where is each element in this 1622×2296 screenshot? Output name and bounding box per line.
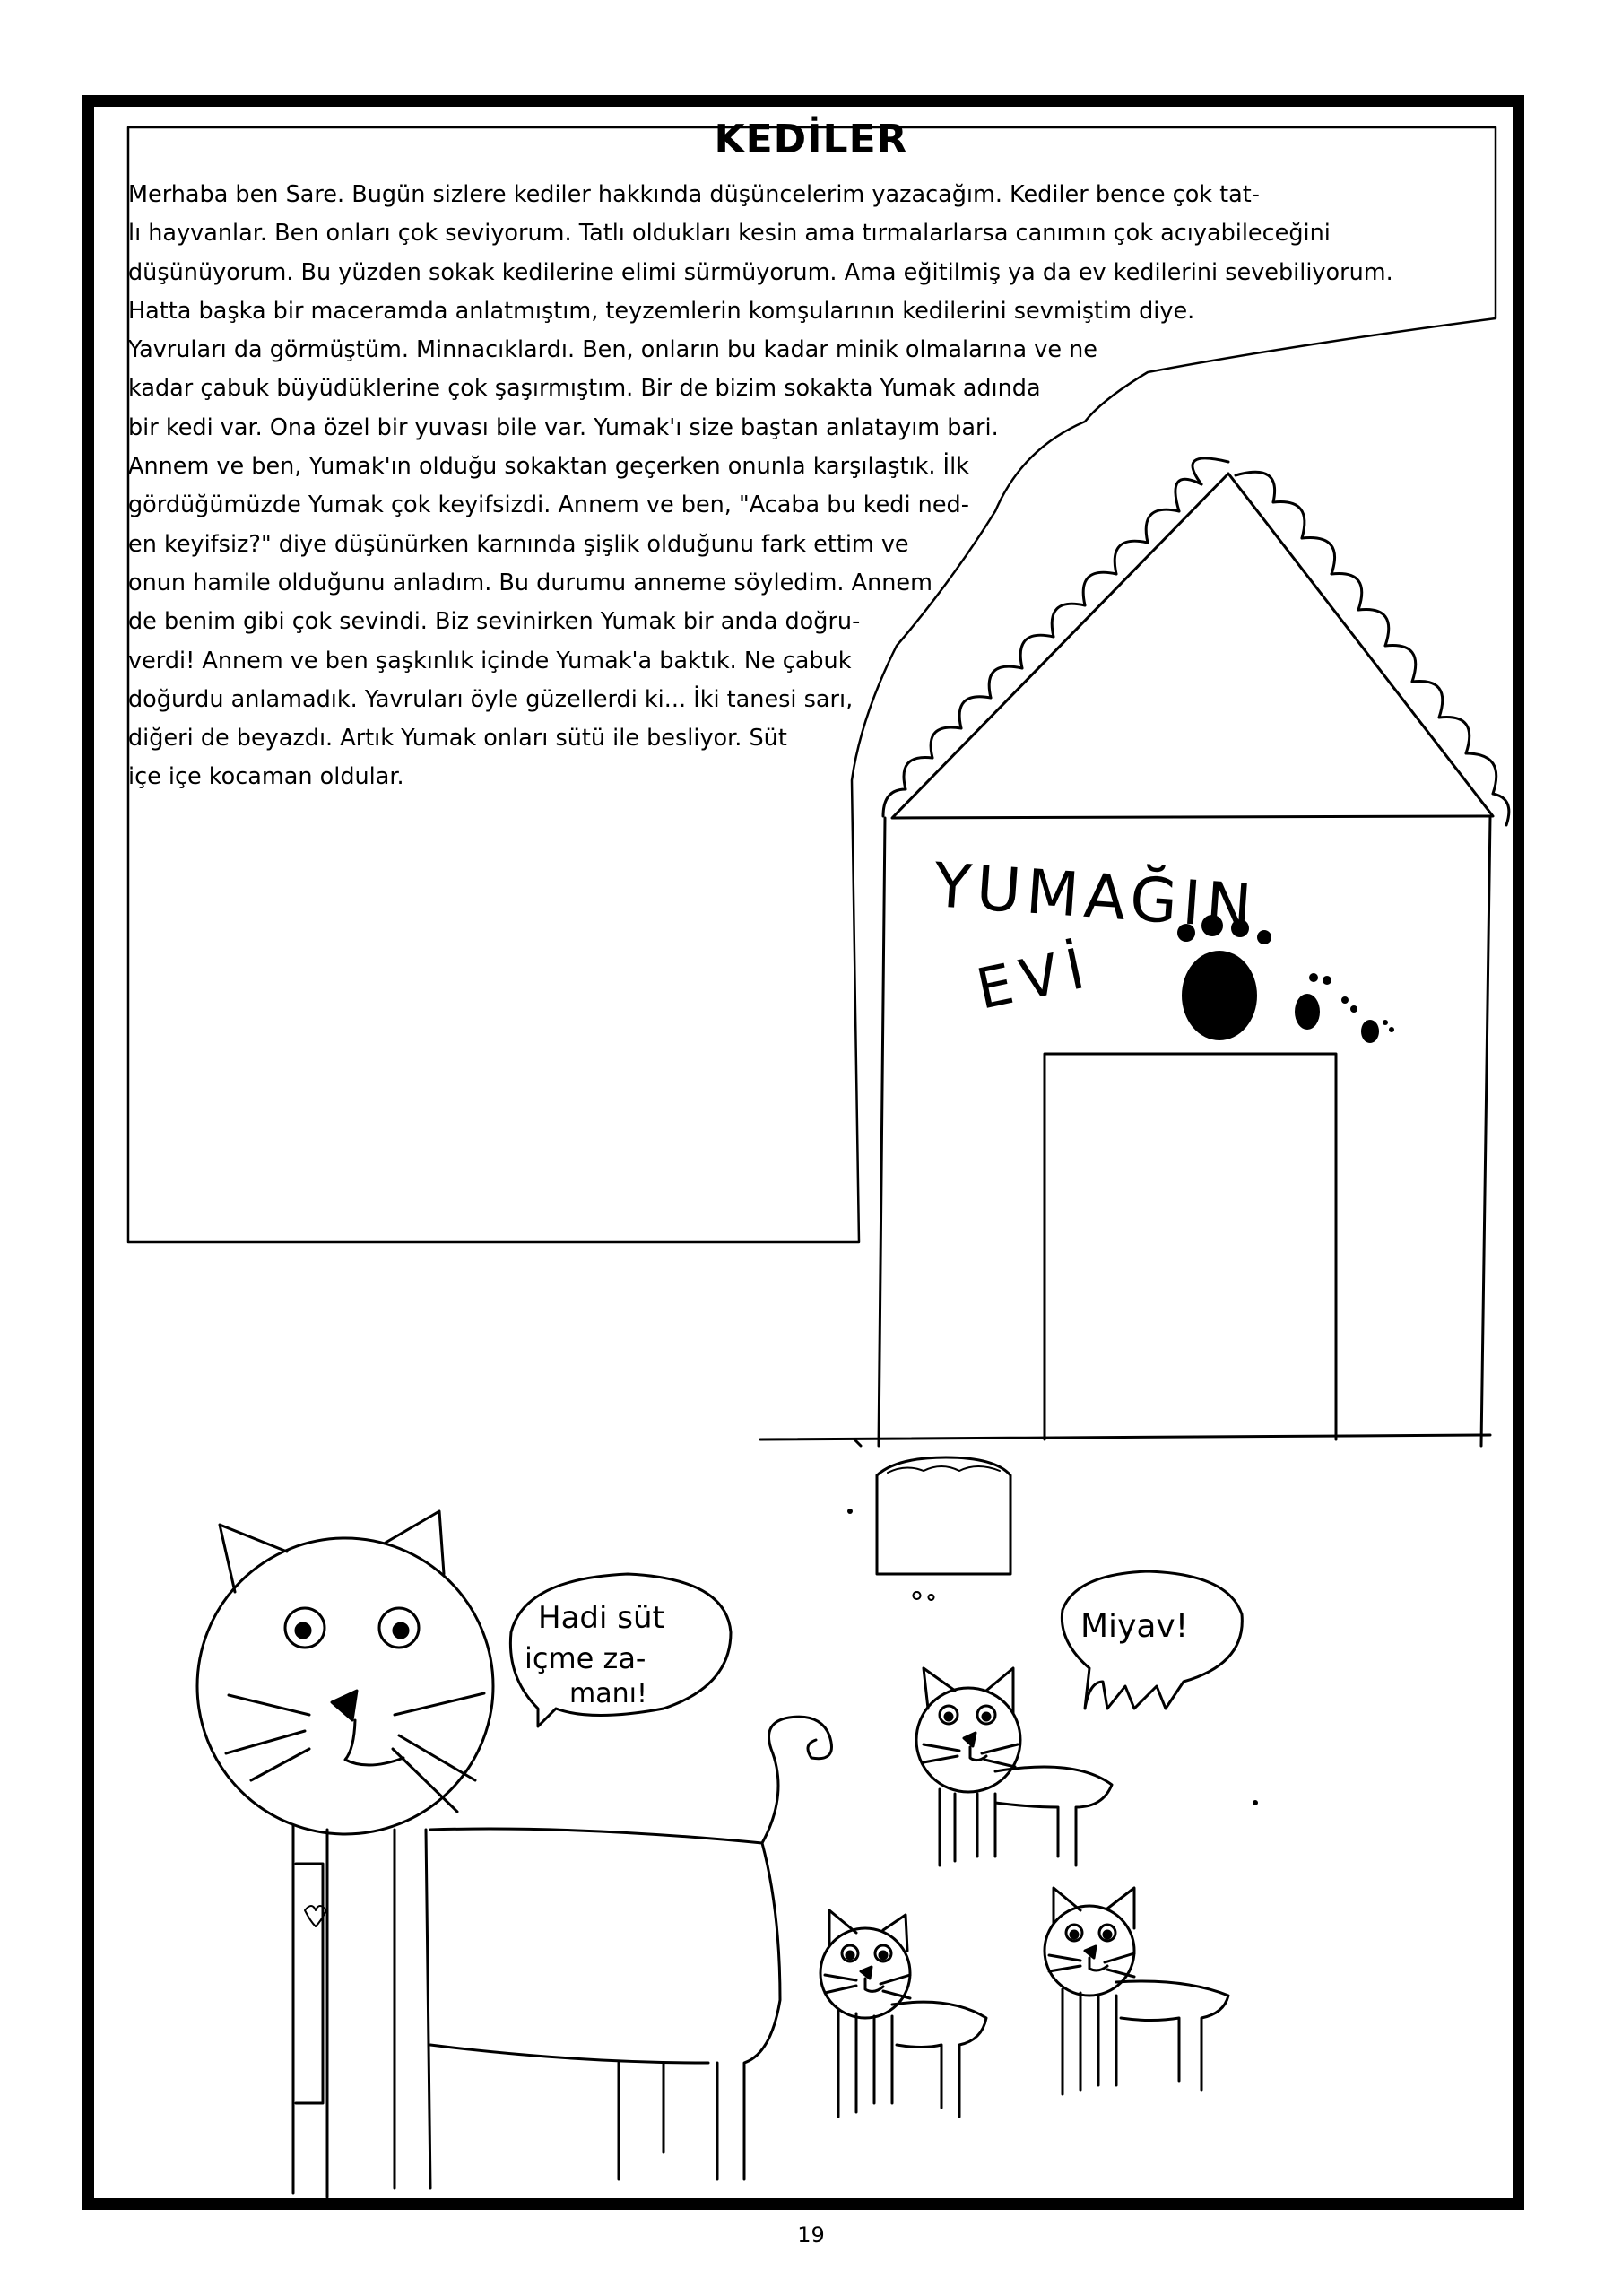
story-line: onun hamile olduğunu anladım. Bu durumu anneme söyledim. Annem <box>128 569 932 596</box>
story-line: bir kedi var. Ona özel bir yuvası bile var. Yumak'ı size baştan anlatayım bari. <box>128 413 999 441</box>
story-line: de benim gibi çok sevindi. Biz sevinirken Yumak bir anda doğru- <box>128 608 861 636</box>
page-number: 19 <box>797 2222 825 2248</box>
story-line: Hatta başka bir maceramda anlatmıştım, teyzemlerin komşularının kedilerini sevmiştim diye. <box>128 297 1195 325</box>
story-line: içe içe kocaman oldular. <box>128 763 404 791</box>
story-line: en keyifsiz?" diye düşünürken karnında şişlik olduğunu fark ettim ve <box>128 530 909 558</box>
story-line: verdi! Annem ve ben şaşkınlık içinde Yumak'a baktık. Ne çabuk <box>128 647 852 674</box>
story-line: düşünüyorum. Bu yüzden sokak kedilerine elimi sürmüyorum. Ama eğitilmiş ya da ev kedilerini sevebiliyorum. <box>128 258 1393 286</box>
story-line: lı hayvanlar. Ben onları çok seviyorum. Tatlı oldukları kesin ama tırmalarlarsa canımın çok acıyabileceğini <box>128 220 1331 248</box>
story-line: diğeri de beyazdı. Artık Yumak onları sütü ile besliyor. Süt <box>128 725 787 752</box>
story-line: Annem ve ben, Yumak'ın olduğu sokaktan geçerken onunla karşılaştık. İlk <box>128 453 969 481</box>
speech-mother-line1: Hadi süt <box>538 1600 664 1636</box>
speech-mother-line3: manı! <box>569 1678 647 1709</box>
speech-mother-line2: içme za- <box>525 1641 646 1675</box>
house-sign-line2: EVİ <box>970 934 1099 1022</box>
house-sign-line1: YUMAĞIN <box>931 850 1260 944</box>
story-line: kadar çabuk büyüdüklerine çok şaşırmıştım. Bir de bizim sokakta Yumak adında <box>128 375 1041 403</box>
page-title: KEDİLER <box>714 117 908 162</box>
story-line: Merhaba ben Sare. Bugün sizlere kediler hakkında düşüncelerim yazacağım. Kediler bence çok tat- <box>128 181 1260 208</box>
story-line: Yavruları da görmüştüm. Minnacıklardı. Ben, onların bu kadar minik olmalarına ve ne <box>128 336 1097 364</box>
story-line: doğurdu anlamadık. Yavruları öyle güzellerdi ki... İki tanesi sarı, <box>128 685 854 713</box>
speech-kitten-text: Miyav! <box>1080 1608 1189 1645</box>
story-line: gördüğümüzde Yumak çok keyifsizdi. Annem ve ben, "Acaba bu kedi ned- <box>128 491 969 519</box>
